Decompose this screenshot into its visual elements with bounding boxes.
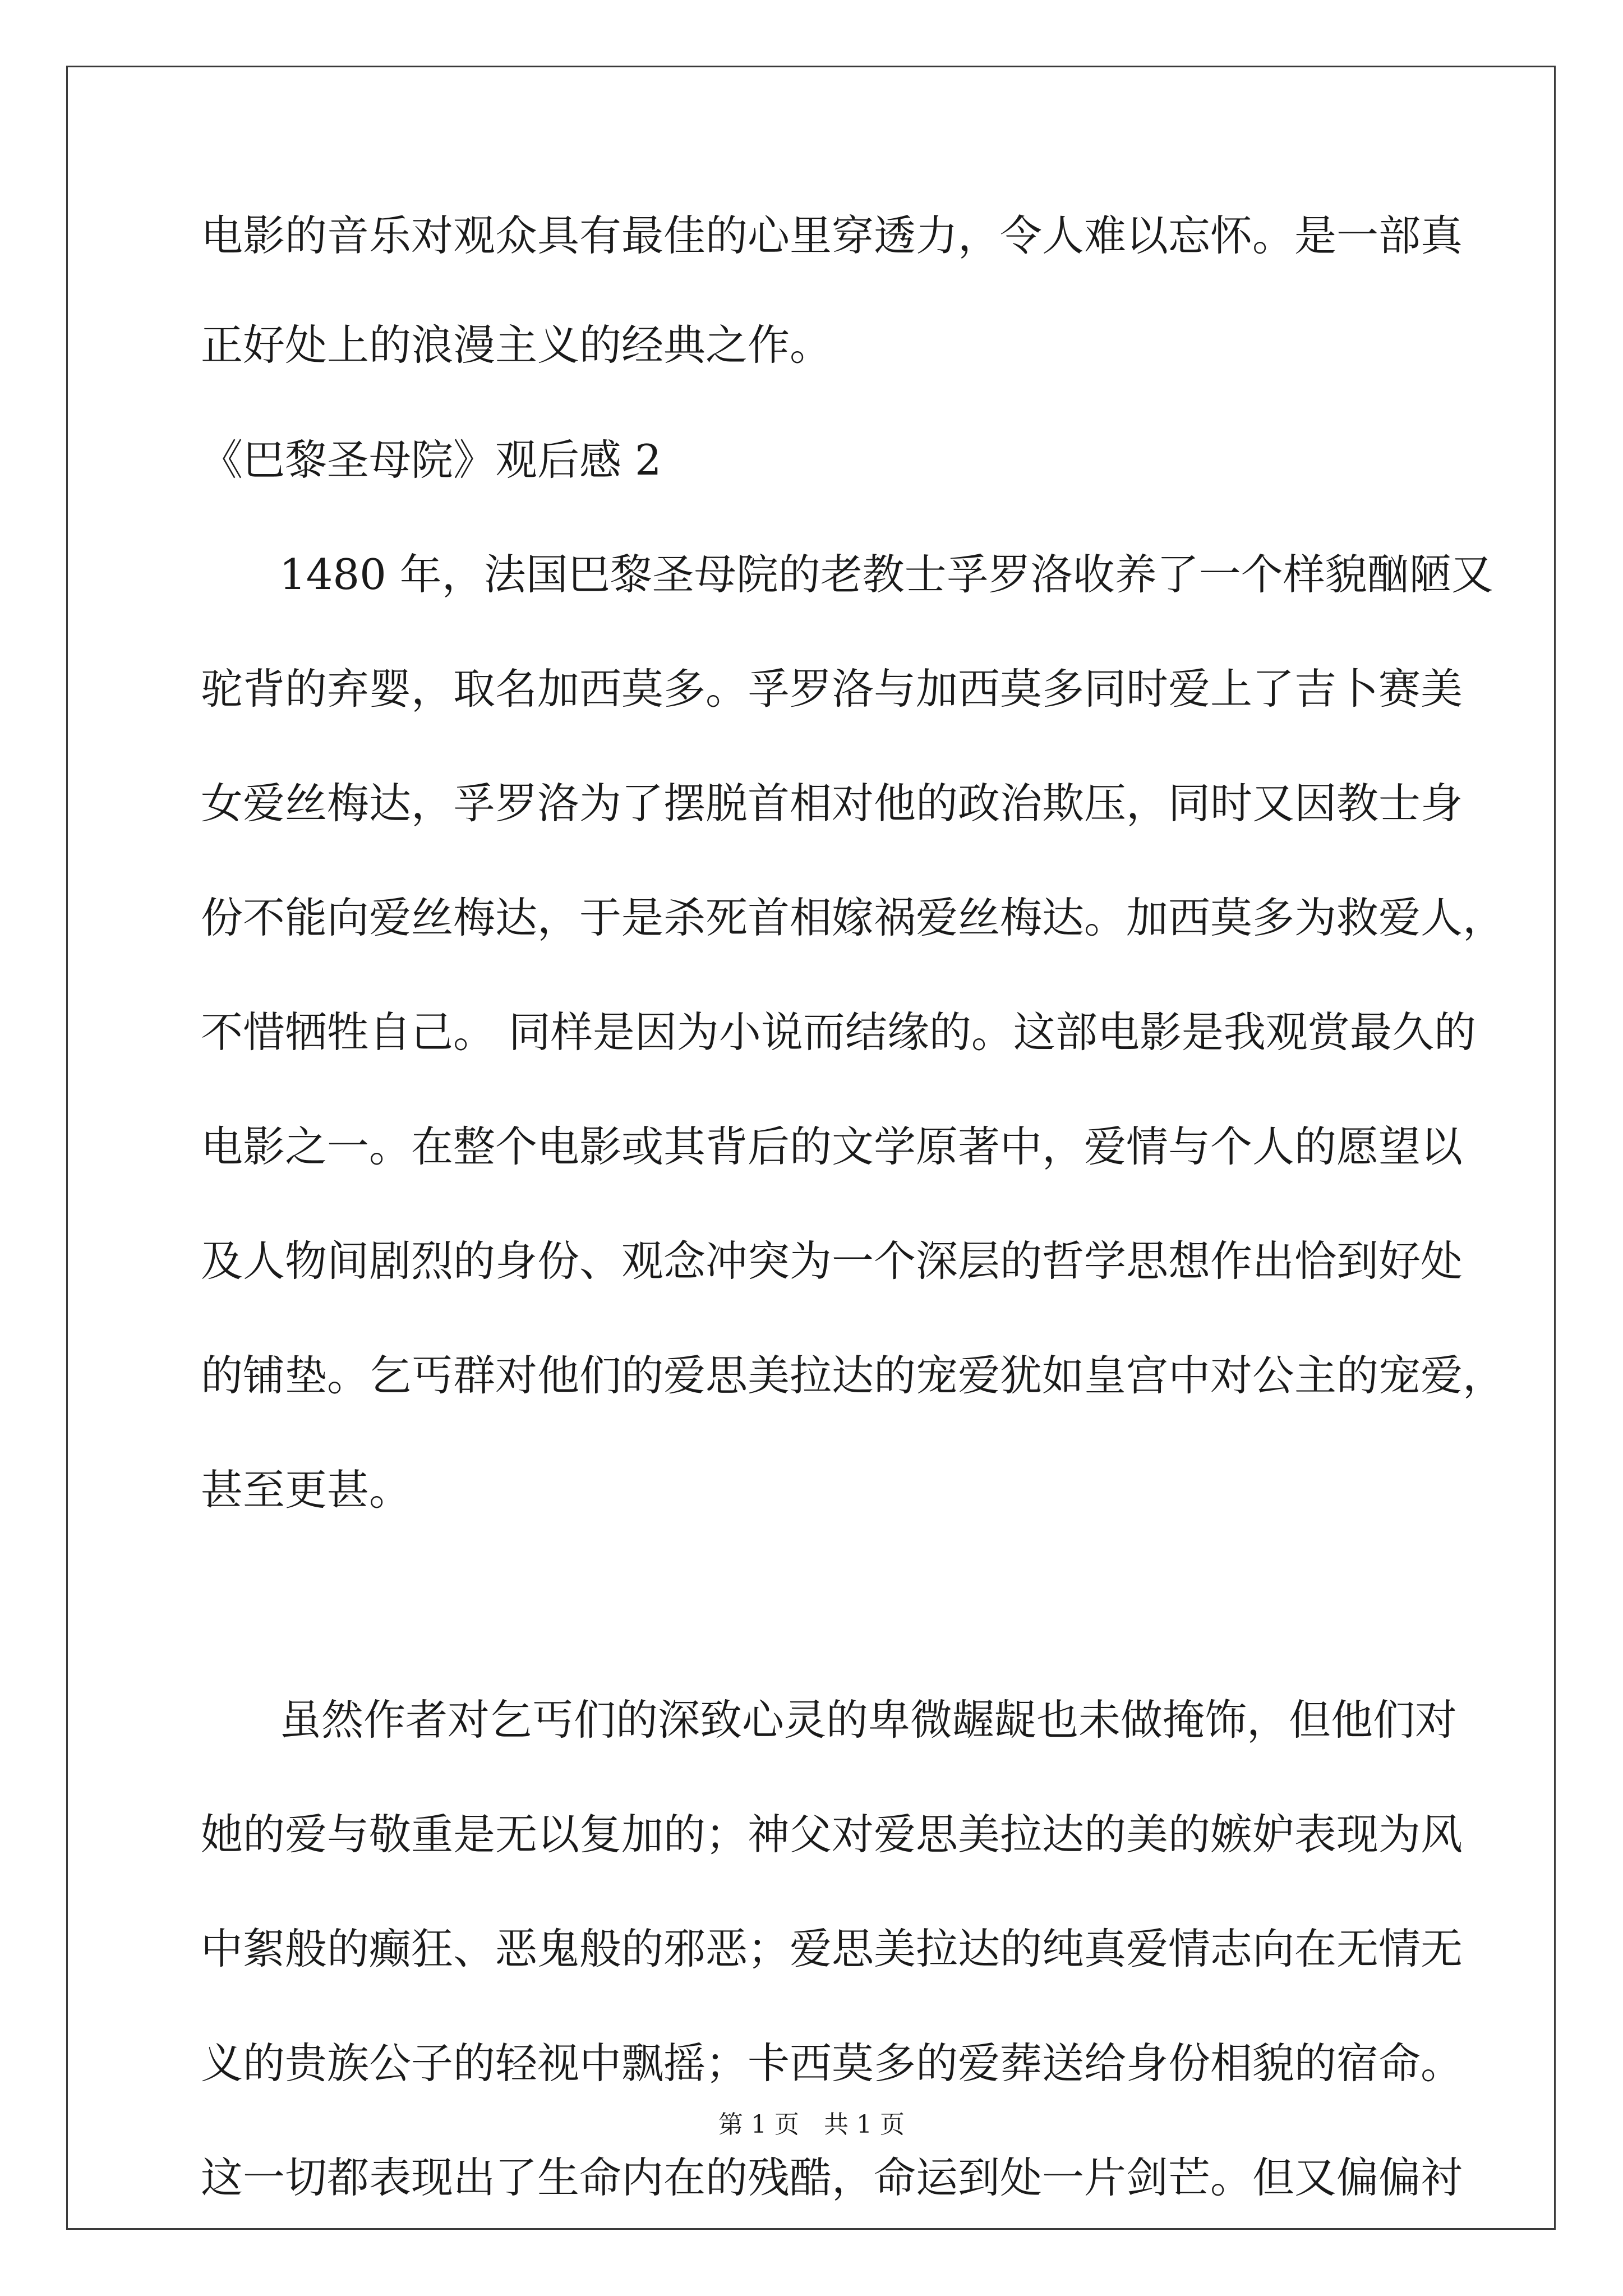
paragraph-1-line-3: 女爱丝梅达，孚罗洛为了摆脱首相对他的政治欺压，同时又因教士身	[201, 779, 1463, 828]
paragraph-1-line-8: 的铺垫。乞丐群对他们的爱思美拉达的宠爱犹如皇宫中对公主的宠爱，	[201, 1351, 1505, 1400]
paragraph-1-line-2: 驼背的弃婴，取名加西莫多。孚罗洛与加西莫多同时爱上了吉卜赛美	[201, 664, 1463, 714]
paragraph-1-line-5: 不惜牺牲自己。 同样是因为小说而结缘的。这部电影是我观赏最久的	[201, 1007, 1476, 1057]
paragraph-2-line-5: 这一切都表现出了生命内在的残酷，命运到处一片剑芒。但又偏偏衬	[201, 2153, 1463, 2202]
section-heading: 《巴黎圣母院》观后感 2	[201, 435, 662, 485]
paragraph-2-line-3: 中絮般的癫狂、恶鬼般的邪恶；爱思美拉达的纯真爱情志向在无情无	[201, 1924, 1463, 1973]
paragraph-1-line-7: 及人物间剧烈的身份、观念冲突为一个深层的哲学思想作出恰到好处	[201, 1236, 1463, 1286]
intro-line-2: 正好处上的浪漫主义的经典之作。	[201, 320, 832, 370]
page-number-footer: 第 1 页 共 1 页	[718, 2110, 905, 2139]
paragraph-2-line-4: 义的贵族公子的轻视中飘摇；卡西莫多的爱葬送给身份相貌的宿命。	[201, 2039, 1463, 2088]
paragraph-2-line-2: 她的爱与敬重是无以复加的；神父对爱思美拉达的美的嫉妒表现为风	[201, 1810, 1463, 1859]
intro-line-1: 电影的音乐对观众具有最佳的心里穿透力，令人难以忘怀。是一部真	[201, 211, 1463, 260]
paragraph-2-line-1: 虽然作者对乞丐们的深致心灵的卑微龌龊也未做掩饰，但他们对	[279, 1695, 1458, 1745]
paragraph-1-line-6: 电影之一。在整个电影或其背后的文学原著中，爱情与个人的愿望以	[201, 1122, 1463, 1171]
paragraph-1-line-1: 1480 年，法国巴黎圣母院的老教士孚罗洛收养了一个样貌酗陋又	[279, 550, 1493, 599]
paragraph-1-line-4: 份不能向爱丝梅达，于是杀死首相嫁祸爱丝梅达。加西莫多为救爱人，	[201, 893, 1505, 942]
paragraph-1-line-9: 甚至更甚。	[201, 1465, 412, 1515]
